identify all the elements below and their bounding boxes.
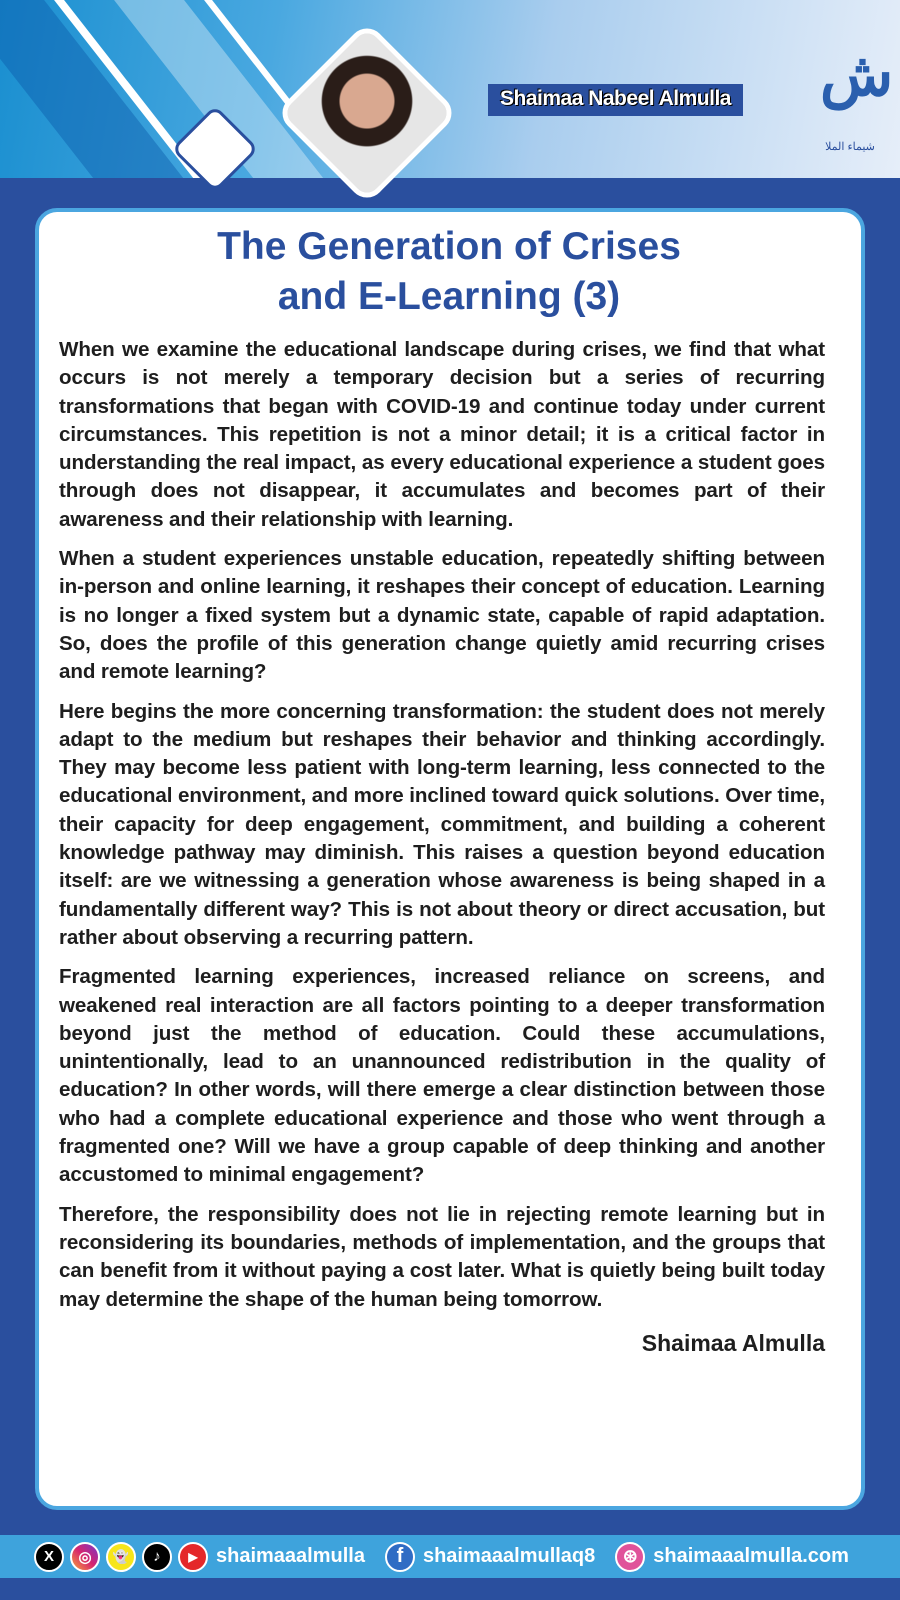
instagram-icon[interactable]: ◎ [70,1542,100,1572]
logo [820,10,894,170]
paragraph: When we examine the educational landscape during crises, we find that what occurs is not merely a temporary decision but a series of recurring transformations that began with COVID-19 and continue today under current circumstances. This repetition is not a minor detail; it is a critical factor in understanding the real impact, as every educational experience a student goes through does not disappear, it accumulates and becomes part of their awareness and their relationship with learning. [59,338,825,531]
x-icon[interactable]: X [34,1542,64,1572]
youtube-icon[interactable]: ▶ [178,1542,208,1572]
tiktok-icon[interactable]: ♪ [142,1542,172,1572]
pen-logo-icon: ﺵ [820,41,894,108]
facebook-icon[interactable]: f [385,1542,415,1572]
header-banner [0,0,900,178]
title-line-1: The Generation of Crises [217,225,681,268]
social-footer [0,1535,900,1578]
facebook-handle-link[interactable]: shaimaaalmullaq8 [422,1545,596,1567]
signature: Shaimaa Almulla [641,1329,825,1356]
snapchat-icon[interactable]: 👻 [106,1542,136,1572]
title-line-2: and E-Learning (3) [277,275,621,318]
logo-text: شيماء الملا [825,141,875,153]
social-handle-link[interactable]: shaimaaalmulla [216,1545,365,1567]
author-banner: Shaimaa Nabeel Almulla [488,84,743,116]
article-card [35,208,865,1510]
paragraph: When a student experiences unstable education, repeatedly shifting between in-person and online learning, it reshapes their concept of education. Learning is no longer a fixed system but a dynamic state, capable of rapid adaptation. So, does the profile of this generation change quietly amid recurring crises and remote learning? [59,547,825,684]
article-title [59,222,825,322]
website-icon[interactable]: ⊛ [615,1542,645,1572]
paragraph: Fragmented learning experiences, increased reliance on screens, and weakened real interaction are all factors pointing to a deeper transformation beyond just the method of education. Could these accumulations, unintentionally, lead to an unannounced redistribution in the quality of education? In other words, will there emerge a clear distinction between those who had a complete educational experience and those who went through a fragmented one? Will we have a group capable of deep thinking and another accustomed to minimal engagement? [59,965,825,1187]
paragraph: Therefore, the responsibility does not lie in rejecting remote learning but in reconsidering its boundaries, methods of implementation, and the groups that can benefit from it without paying a cost later. What is quietly being built today may determine the shape of the human being tomorrow. [59,1202,825,1311]
paragraph: Here begins the more concerning transformation: the student does not merely adapt to the medium but reshapes their behavior and thinking accordingly. They may become less patient with long-term learning, less connected to the educational environment, and more inclined toward quick solutions. Over time, their capacity for deep engagement, commitment, and building a coherent knowledge pathway may diminish. This raises a question beyond education itself: are we witnessing a generation whose awareness is being shaped in a fundamentally different way? This is not about theory or direct accusation, but rather about observing a recurring pattern. [59,699,825,949]
website-link[interactable]: shaimaaalmulla.com [653,1545,849,1567]
